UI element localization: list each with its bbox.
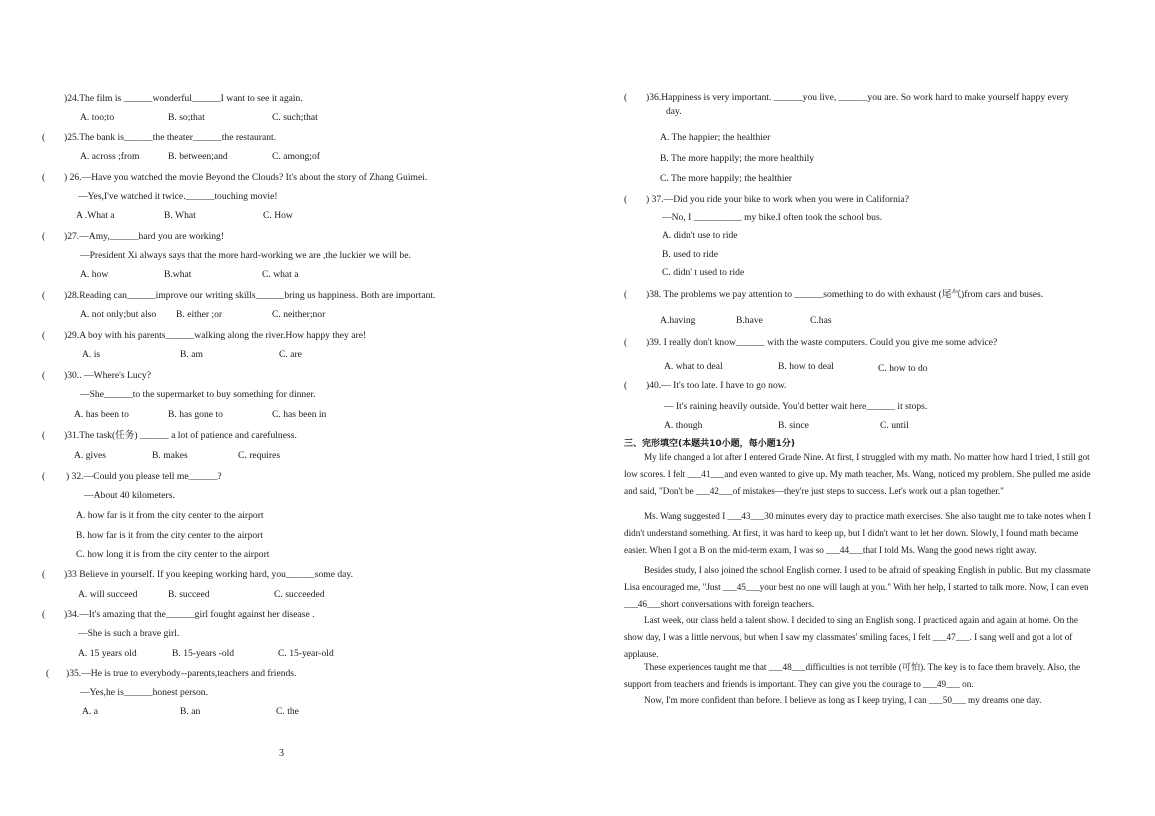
question-36-stem: )36.Happiness is very important. ______you live, ______you are. So work hard to make yourself happy every bbox=[646, 92, 1069, 103]
q28-option-c: C. neither;nor bbox=[272, 309, 326, 320]
q37-option-c: C. didn' t used to ride bbox=[662, 267, 745, 278]
question-30-line2: —She______to the supermarket to buy something for dinner. bbox=[80, 389, 316, 400]
passage-paragraph-2: Ms. Wang suggested I ___43___30 minutes every day to practice math exercises. She also taught me to take notes when I didn't understand something. At first, it was hard to keep up, but I didn't want to let her down. Slowly, I found math became easier. When I got a B on the mid-term exam, I was so ___44___that I told Ms. Wang the good news right away. bbox=[624, 511, 1092, 555]
right-column bbox=[578, 0, 1155, 816]
q28-option-b: B. either ;or bbox=[176, 309, 223, 320]
q26-option-a: A .What a bbox=[76, 210, 115, 221]
question-36-cont: day. bbox=[666, 106, 682, 117]
q37-option-b: B. used to ride bbox=[662, 249, 718, 260]
q39-option-b: B. how to deal bbox=[778, 361, 834, 372]
answer-paren: ( bbox=[42, 430, 46, 441]
passage-paragraph-5: These experiences taught me that ___48___difficulties is not terrible (可怕). The key is to face them bravely. Also, the support from teachers and friends is important. They can give you the courage to ___49___ on. bbox=[624, 662, 1081, 689]
question-40-line2: — It's raining heavily outside. You'd better wait here______ it stops. bbox=[664, 401, 928, 412]
q24-option-a: A. too;to bbox=[80, 112, 115, 123]
q26-option-b: B. What bbox=[164, 210, 196, 221]
q36-option-c: C. The more happily; the healthier bbox=[660, 173, 792, 184]
q24-option-b: B. so;that bbox=[168, 112, 205, 123]
q39-option-a: A. what to deal bbox=[664, 361, 723, 372]
answer-paren: ( bbox=[624, 194, 628, 205]
section-title: 三、完形填空(本题共10小题，每小题1分) bbox=[624, 439, 796, 449]
q36-option-a: A. The happier; the healthier bbox=[660, 132, 771, 143]
question-32-line2: —About 40 kilometers. bbox=[84, 490, 175, 501]
question-26-stem: ) 26.—Have you watched the movie Beyond the Clouds? It's about the story of Zhang Guimei. bbox=[64, 172, 428, 183]
page-number: 3 bbox=[279, 748, 284, 759]
answer-paren: ( bbox=[42, 231, 46, 242]
question-33-stem: )33 Believe in yourself. If you keeping working hard, you______some day. bbox=[64, 569, 354, 580]
answer-paren: ( bbox=[46, 668, 50, 679]
question-37-stem: ) 37.—Did you ride your bike to work when you were in California? bbox=[646, 194, 909, 205]
q30-option-a: A. has been to bbox=[74, 409, 129, 420]
q39-option-c: C. how to do bbox=[878, 363, 928, 374]
question-32-stem: ) 32.—Could you please tell me______? bbox=[66, 471, 222, 482]
q26-option-c: C. How bbox=[263, 210, 293, 221]
question-34-line2: —She is such a brave girl. bbox=[78, 628, 180, 639]
q27-option-b: B.what bbox=[164, 269, 192, 280]
question-24-stem: )24.The film is ______wonderful______I want to see it again. bbox=[64, 93, 303, 104]
q31-option-c: C. requires bbox=[238, 450, 281, 461]
q29-option-a: A. is bbox=[82, 349, 101, 360]
q35-option-b: B. an bbox=[180, 706, 201, 717]
q30-option-c: C. has been in bbox=[272, 409, 327, 420]
answer-paren: ( bbox=[624, 337, 628, 348]
answer-paren: ( bbox=[624, 92, 628, 103]
passage-paragraph-3: Besides study, I also joined the school English corner. I used to be afraid of speaking English in public. But my classmate Lisa encouraged me, "Just ___45___your best no one will laugh at you." With her help, I started to talk more. Now, I can even ___46___short conversations with foreign teachers. bbox=[624, 565, 1091, 609]
q28-option-a: A. not only;but also bbox=[80, 309, 157, 320]
question-27-stem: )27.—Amy,______hard you are working! bbox=[64, 231, 225, 242]
answer-paren: ( bbox=[42, 370, 46, 381]
q36-option-b: B. The more happily; the more healthily bbox=[660, 153, 815, 164]
question-25-stem: )25.The bank is______the theater______the restaurant. bbox=[64, 132, 277, 143]
question-35-line2: —Yes,he is______honest person. bbox=[80, 687, 209, 698]
passage-paragraph-1: My life changed a lot after I entered Grade Nine. At first, I struggled with my math. No matter how hard I tried, I still got low scores. I felt ___41___and even wanted to give up. My math teacher, Ms. Wang, noticed my problem. She pulled me aside and said, "Don't be ___42___of mistakes—they're just steps to success. Let's work out a plan together." bbox=[624, 452, 1091, 496]
question-40-stem: )40.— It's too late. I have to go now. bbox=[646, 380, 787, 391]
q32-option-c: C. how long it is from the city center to the airport bbox=[76, 549, 270, 560]
q25-option-a: A. across ;from bbox=[80, 151, 140, 162]
question-34-stem: )34.—It's amazing that the______girl fought against her disease . bbox=[64, 609, 315, 620]
answer-paren: ( bbox=[42, 290, 46, 301]
q35-option-a: A. a bbox=[82, 706, 98, 717]
q29-option-b: B. am bbox=[180, 349, 203, 360]
q31-option-b: B. makes bbox=[152, 450, 188, 461]
question-28-stem: )28.Reading can______improve our writing skills______bring us happiness. Both are important. bbox=[64, 290, 436, 301]
question-27-line2: —President Xi always says that the more hard-working we are ,the luckier we will be. bbox=[80, 250, 411, 261]
q33-option-a: A. will succeed bbox=[78, 589, 138, 600]
q40-option-c: C. until bbox=[880, 420, 909, 431]
passage-paragraph-4: Last week, our class held a talent show. I decided to sing an English song. I practiced again and again at home. On the show day, I was a little nervous, but when I saw my classmates' smiling faces, I felt ___47___. I sang well and got a lot of applause. bbox=[624, 615, 1078, 659]
q31-option-a: A. gives bbox=[74, 450, 106, 461]
q34-option-a: A. 15 years old bbox=[78, 648, 137, 659]
q29-option-c: C. are bbox=[279, 349, 302, 360]
q24-option-c: C. such;that bbox=[272, 112, 318, 123]
q38-option-c: C.has bbox=[810, 315, 832, 326]
q27-option-a: A. how bbox=[80, 269, 109, 280]
answer-paren: ( bbox=[624, 380, 628, 391]
answer-paren: ( bbox=[42, 132, 46, 143]
question-26-line2: —Yes,I've watched it twice.______touching movie! bbox=[78, 191, 278, 202]
q27-option-c: C. what a bbox=[262, 269, 299, 280]
answer-paren: ( bbox=[42, 172, 46, 183]
q33-option-b: B. succeed bbox=[168, 589, 210, 600]
q37-option-a: A. didn't use to ride bbox=[662, 230, 738, 241]
q33-option-c: C. succeeded bbox=[274, 589, 325, 600]
question-38-stem: )38. The problems we pay attention to ______something to do with exhaust (尾气)from cars and buses. bbox=[646, 289, 1044, 300]
passage-paragraph-6: Now, I'm more confident than before. I believe as long as I keep trying, I can ___50___ my dreams one day. bbox=[644, 695, 1042, 705]
q34-option-c: C. 15-year-old bbox=[278, 648, 334, 659]
answer-paren: ( bbox=[42, 330, 46, 341]
question-37-line2: —No, I __________ my bike.I often took the school bus. bbox=[662, 212, 883, 223]
question-29-stem: )29.A boy with his parents______walking along the river.How happy they are! bbox=[64, 330, 367, 341]
q25-option-b: B. between;and bbox=[168, 151, 228, 162]
q34-option-b: B. 15-years -old bbox=[172, 648, 235, 659]
q32-option-a: A. how far is it from the city center to the airport bbox=[76, 510, 264, 521]
q30-option-b: B. has gone to bbox=[168, 409, 223, 420]
q35-option-c: C. the bbox=[276, 706, 299, 717]
question-35-stem: )35.—He is true to everybody--parents,teachers and friends. bbox=[66, 668, 297, 679]
answer-paren: ( bbox=[42, 569, 46, 580]
answer-paren: ( bbox=[42, 471, 46, 482]
answer-paren: ( bbox=[42, 609, 46, 620]
answer-paren: ( bbox=[624, 289, 628, 300]
q40-option-b: B. since bbox=[778, 420, 809, 431]
q38-option-a: A.having bbox=[660, 315, 696, 326]
q40-option-a: A. though bbox=[664, 420, 703, 431]
question-31-stem: )31.The task(任务) ______ a lot of patience and carefulness. bbox=[64, 430, 297, 441]
q38-option-b: B.have bbox=[736, 315, 763, 326]
question-39-stem: )39. I really don't know______ with the waste computers. Could you give me some advice? bbox=[646, 337, 998, 348]
q32-option-b: B. how far is it from the city center to the airport bbox=[76, 530, 264, 541]
q25-option-c: C. among;of bbox=[272, 151, 320, 162]
question-30-stem: )30.. —Where's Lucy? bbox=[64, 370, 151, 381]
